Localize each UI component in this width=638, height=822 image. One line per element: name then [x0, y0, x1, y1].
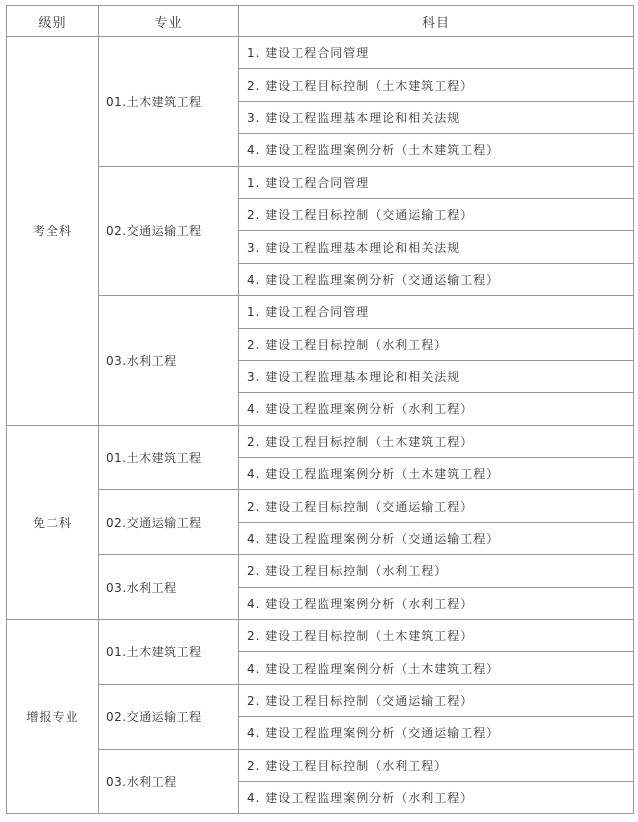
subject-cell: 2. 建设工程目标控制（交通运输工程）	[239, 198, 634, 230]
subject-cell: 2. 建设工程目标控制（水利工程）	[239, 749, 634, 781]
subject-cell: 2. 建设工程目标控制（水利工程）	[239, 555, 634, 587]
major-cell: 03.水利工程	[99, 555, 239, 620]
subject-cell: 4. 建设工程监理案例分析（交通运输工程）	[239, 522, 634, 554]
major-cell: 03.水利工程	[99, 296, 239, 426]
subject-cell: 3. 建设工程监理基本理论和相关法规	[239, 231, 634, 263]
major-cell: 01.土木建筑工程	[99, 620, 239, 685]
exam-subjects-table	[6, 5, 634, 814]
subject-cell: 1. 建设工程合同管理	[239, 37, 634, 69]
table-row	[7, 166, 634, 198]
table-row	[7, 749, 634, 781]
subject-cell: 4. 建设工程监理案例分析（交通运输工程）	[239, 263, 634, 295]
subject-cell: 3. 建设工程监理基本理论和相关法规	[239, 360, 634, 392]
major-cell: 02.交通运输工程	[99, 684, 239, 749]
table-row	[7, 37, 634, 69]
table-row	[7, 620, 634, 652]
subject-cell: 2. 建设工程目标控制（土木建筑工程）	[239, 620, 634, 652]
subject-cell: 4. 建设工程监理案例分析（土木建筑工程）	[239, 458, 634, 490]
subject-cell: 2. 建设工程目标控制（水利工程）	[239, 328, 634, 360]
subject-cell: 2. 建设工程目标控制（土木建筑工程）	[239, 425, 634, 457]
header-row	[7, 6, 634, 37]
major-cell: 01.土木建筑工程	[99, 37, 239, 167]
subject-cell: 1. 建设工程合同管理	[239, 166, 634, 198]
subject-cell: 4. 建设工程监理案例分析（水利工程）	[239, 781, 634, 813]
major-cell: 03.水利工程	[99, 749, 239, 814]
subject-cell: 4. 建设工程监理案例分析（交通运输工程）	[239, 717, 634, 749]
level-cell: 免二科	[7, 425, 99, 619]
table-body	[7, 37, 634, 814]
table-row	[7, 555, 634, 587]
subject-cell: 4. 建设工程监理案例分析（土木建筑工程）	[239, 134, 634, 166]
table-row	[7, 296, 634, 328]
major-cell: 02.交通运输工程	[99, 166, 239, 296]
subject-cell: 1. 建设工程合同管理	[239, 296, 634, 328]
subject-cell: 4. 建设工程监理案例分析（水利工程）	[239, 393, 634, 425]
level-cell: 增报专业	[7, 620, 99, 814]
subject-cell: 4. 建设工程监理案例分析（水利工程）	[239, 587, 634, 619]
major-cell: 02.交通运输工程	[99, 490, 239, 555]
subject-cell: 2. 建设工程目标控制（土木建筑工程）	[239, 69, 634, 101]
subject-cell: 2. 建设工程目标控制（交通运输工程）	[239, 490, 634, 522]
header-level: 级别	[7, 6, 99, 37]
table-row	[7, 684, 634, 716]
table-row	[7, 490, 634, 522]
subject-cell: 4. 建设工程监理案例分析（土木建筑工程）	[239, 652, 634, 684]
subject-cell: 2. 建设工程目标控制（交通运输工程）	[239, 684, 634, 716]
header-major: 专业	[99, 6, 239, 37]
header-subject: 科目	[239, 6, 634, 37]
major-cell: 01.土木建筑工程	[99, 425, 239, 490]
table-row	[7, 425, 634, 457]
level-cell: 考全科	[7, 37, 99, 426]
subject-cell: 3. 建设工程监理基本理论和相关法规	[239, 101, 634, 133]
